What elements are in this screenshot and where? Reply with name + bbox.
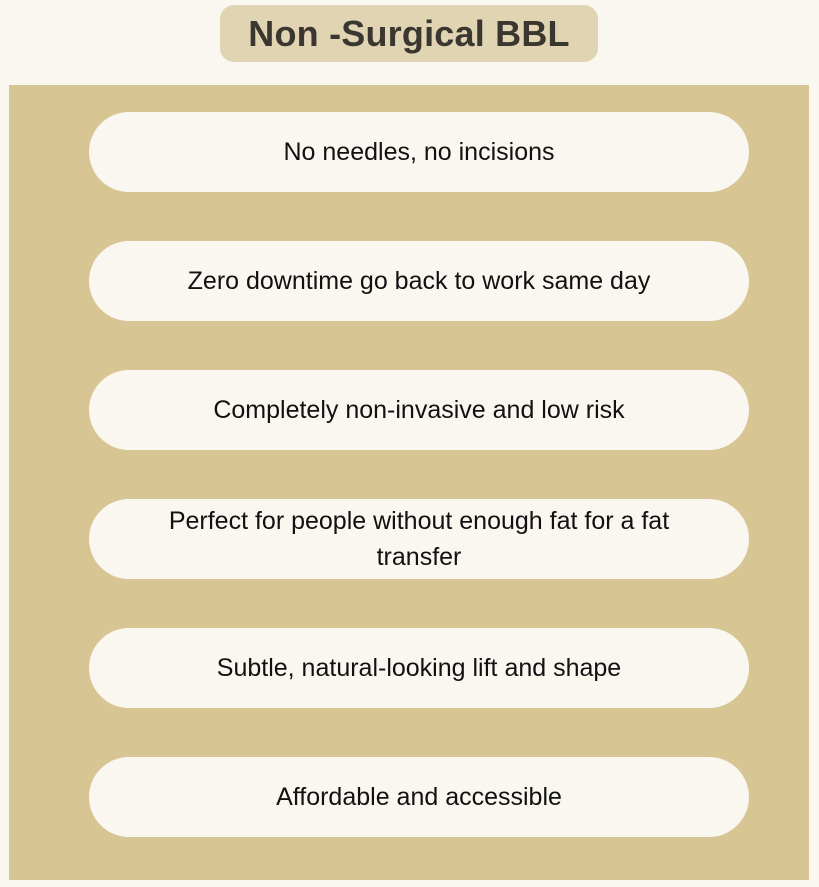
benefit-label: Perfect for people without enough fat for a fat transfer	[168, 507, 670, 571]
benefit-item	[89, 241, 749, 321]
benefit-label: Completely non-invasive and low risk	[213, 396, 625, 424]
page-title: Non -Surgical BBL	[248, 12, 570, 54]
benefit-item	[89, 757, 749, 837]
benefit-item	[89, 628, 749, 708]
benefit-item	[89, 370, 749, 450]
title-badge	[220, 5, 598, 62]
benefit-label: Zero downtime go back to work same day	[187, 267, 651, 295]
benefit-item	[89, 499, 749, 579]
benefit-label: No needles, no incisions	[283, 138, 555, 166]
benefits-panel	[9, 85, 809, 880]
benefit-item	[89, 112, 749, 192]
benefit-label: Subtle, natural-looking lift and shape	[216, 654, 622, 682]
benefit-label: Affordable and accessible	[276, 783, 562, 811]
